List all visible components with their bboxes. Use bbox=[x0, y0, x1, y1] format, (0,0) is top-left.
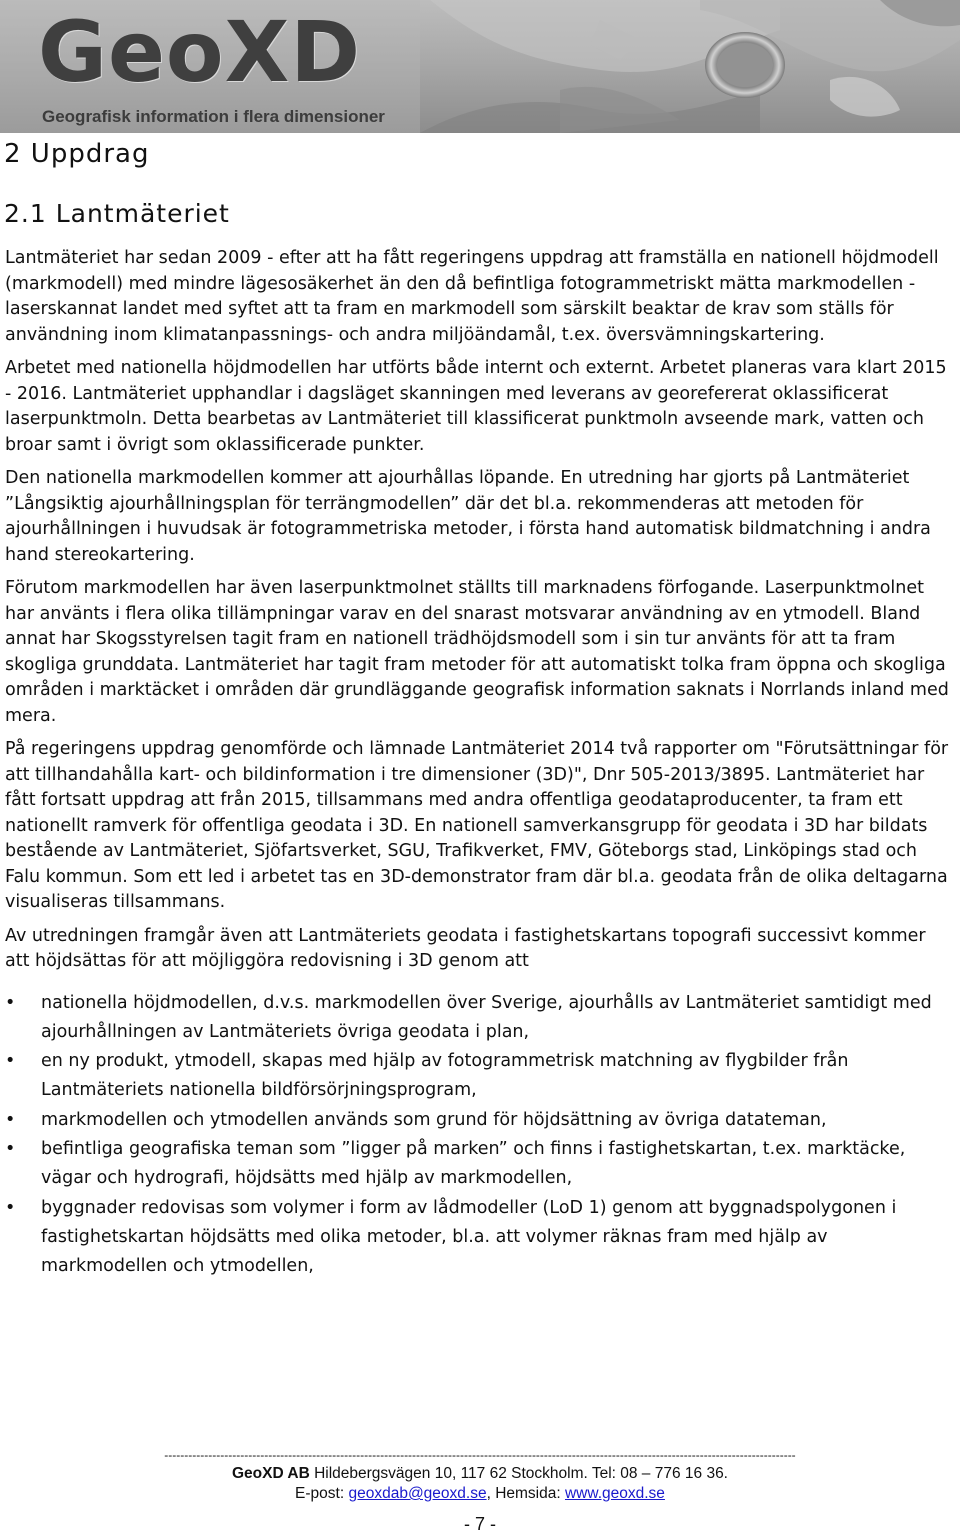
website-link[interactable]: www.geoxd.se bbox=[564, 1485, 665, 1502]
bullet-icon: • bbox=[5, 1051, 16, 1072]
header-banner bbox=[0, 0, 960, 133]
list-item: • markmodellen och ytmodellen används som grund för höjdsättning av övriga datateman, bbox=[5, 1106, 955, 1135]
page-number: - 7 - bbox=[463, 1514, 496, 1534]
bullet-list bbox=[5, 989, 955, 1282]
email-link[interactable]: geoxdab@geoxd.se bbox=[348, 1485, 487, 1502]
logo-tagline: Geografisk information i flera dimensioner bbox=[42, 107, 385, 126]
list-item: • befintliga geografiska teman som ”ligger på marken” och finns i fastighetskartan, t.ex. marktäcke, vägar och hydrografi, höjdsätts med hjälp av markmodellen, bbox=[5, 1135, 955, 1194]
paragraph: Förutom markmodellen har även laserpunktmolnet ställts till marknadens förfogande. Laserpunktmolnet har använts i flera olika tillämpningar varav en del snarast motsvarar användning av en ytmodell. Bland annat har Skogsstyrelsen tagit fram en nationell trädhöjdsmodell som i sin tur använts för att ta fram skogliga grunddata. Lantmäteriet har tagit fram metoder för att automatiskt tolka fram öppna och skogliga områden i marktäcket i områden där grundläggande geografisk information saknats i Norrlands inland med mera. bbox=[5, 578, 949, 726]
bullet-icon: • bbox=[5, 992, 16, 1013]
bullet-icon: • bbox=[5, 1197, 16, 1218]
footer-contact-line bbox=[0, 1484, 960, 1504]
web-label: , Hemsida: bbox=[486, 1485, 565, 1502]
paragraph: Arbetet med nationella höjdmodellen har utförts både internt och externt. Arbetet planeras vara klart 2015 - 2016. Lantmäteriet upphandlar i dagsläget skanningen med leverans av georefererat oklassificerat laserpunktmoln. Detta bearbetas av Lantmäteriet till klassificerat punktmoln avseende mark, vatten och broar samt i övrigt som oklassificerade punkter. bbox=[5, 358, 947, 455]
section-subheading: 2.1 Lantmäteriet bbox=[4, 199, 230, 228]
paragraph: Lantmäteriet har sedan 2009 - efter att ha fått regeringens uppdrag att framställa en nationell höjdmodell (markmodell) med mindre lägesosäkerhet än den då befintliga fotogrammetriskt mätta markmodellen - laserskannat landet med syftet att ta fram en markmodell som särskilt beaktar de krav som ställs för användning inom klimatanpassnings- och andra miljöändamål, t.ex. översvämningskartering. bbox=[5, 248, 939, 345]
footer-address: Hildebergsvägen 10, 117 62 Stockholm. Tel: 08 – 776 16 36. bbox=[309, 1465, 728, 1482]
footer-company: GeoXD AB bbox=[231, 1465, 310, 1482]
section-heading: 2 Uppdrag bbox=[4, 139, 150, 169]
list-item: • byggnader redovisas som volymer i form av lådmodeller (LoD 1) genom att byggnadspolygonen i fastighetskartan höjdsätts med olika metoder, bl.a. att volymer räknas fram med hjälp av markmodellen och ytmodellen, bbox=[5, 1194, 955, 1282]
paragraph: Den nationella markmodellen kommer att ajourhållas löpande. En utredning har gjorts på Lantmäteriet ”Långsiktig ajourhållningsplan för terrängmodellen” där det bl.a. rekommenderas att metoden för ajourhållningen i huvudsak är fotogrammetriska metoder, i första hand automatisk bildmatchning i andra hand stereokartering. bbox=[5, 468, 931, 565]
footer-address-line bbox=[0, 1464, 960, 1484]
email-label: E-post: bbox=[295, 1485, 349, 1502]
bullet-icon: • bbox=[5, 1138, 16, 1159]
footer-separator: -------------------------------------------------------------------------------------------------------------------------------------------------------------- bbox=[164, 1448, 796, 1462]
document-body bbox=[5, 246, 955, 1281]
paragraph: Av utredningen framgår även att Lantmäteriets geodata i fastighetskartans topografi successivt kommer att höjdsättas för att möjliggöra redovisning i 3D genom att bbox=[5, 925, 926, 971]
page-footer bbox=[0, 1448, 960, 1534]
list-item: • en ny produkt, ytmodell, skapas med hjälp av fotogrammetrisk matchning av flygbilder från Lantmäteriets nationella bildförsörjningsprogram, bbox=[5, 1047, 955, 1106]
list-item: • nationella höjdmodellen, d.v.s. markmodellen över Sverige, ajourhålls av Lantmäteriet samtidigt med ajourhållningen av Lantmäteriets övriga geodata i plan, bbox=[5, 989, 955, 1048]
paragraph: På regeringens uppdrag genomförde och lämnade Lantmäteriet 2014 två rapporter om "Förutsättningar för att tillhandahålla kart- och bildinformation i tre dimensioner (3D)", Dnr 505-2013/3895. Lantmäteriet har fått fortsatt uppdrag att från 2015, tillsammans med andra offentliga geodataproducenter, ta fram ett nationellt ramverk för offentliga geodata i 3D. En nationell samverkansgrupp för geodata i 3D har bildats bestående av Lantmäteriet, Sjöfartsverket, SGU, Trafikverket, FMV, Göteborgs stad, Linköpings stad och Falu kommun. Som ett led i arbetet tas en 3D-demonstrator fram där bl.a. geodata från de olika deltagarna visualiseras tillsammans. bbox=[5, 739, 949, 912]
logo: GeoXD bbox=[38, 3, 362, 101]
bullet-icon: • bbox=[5, 1109, 16, 1130]
